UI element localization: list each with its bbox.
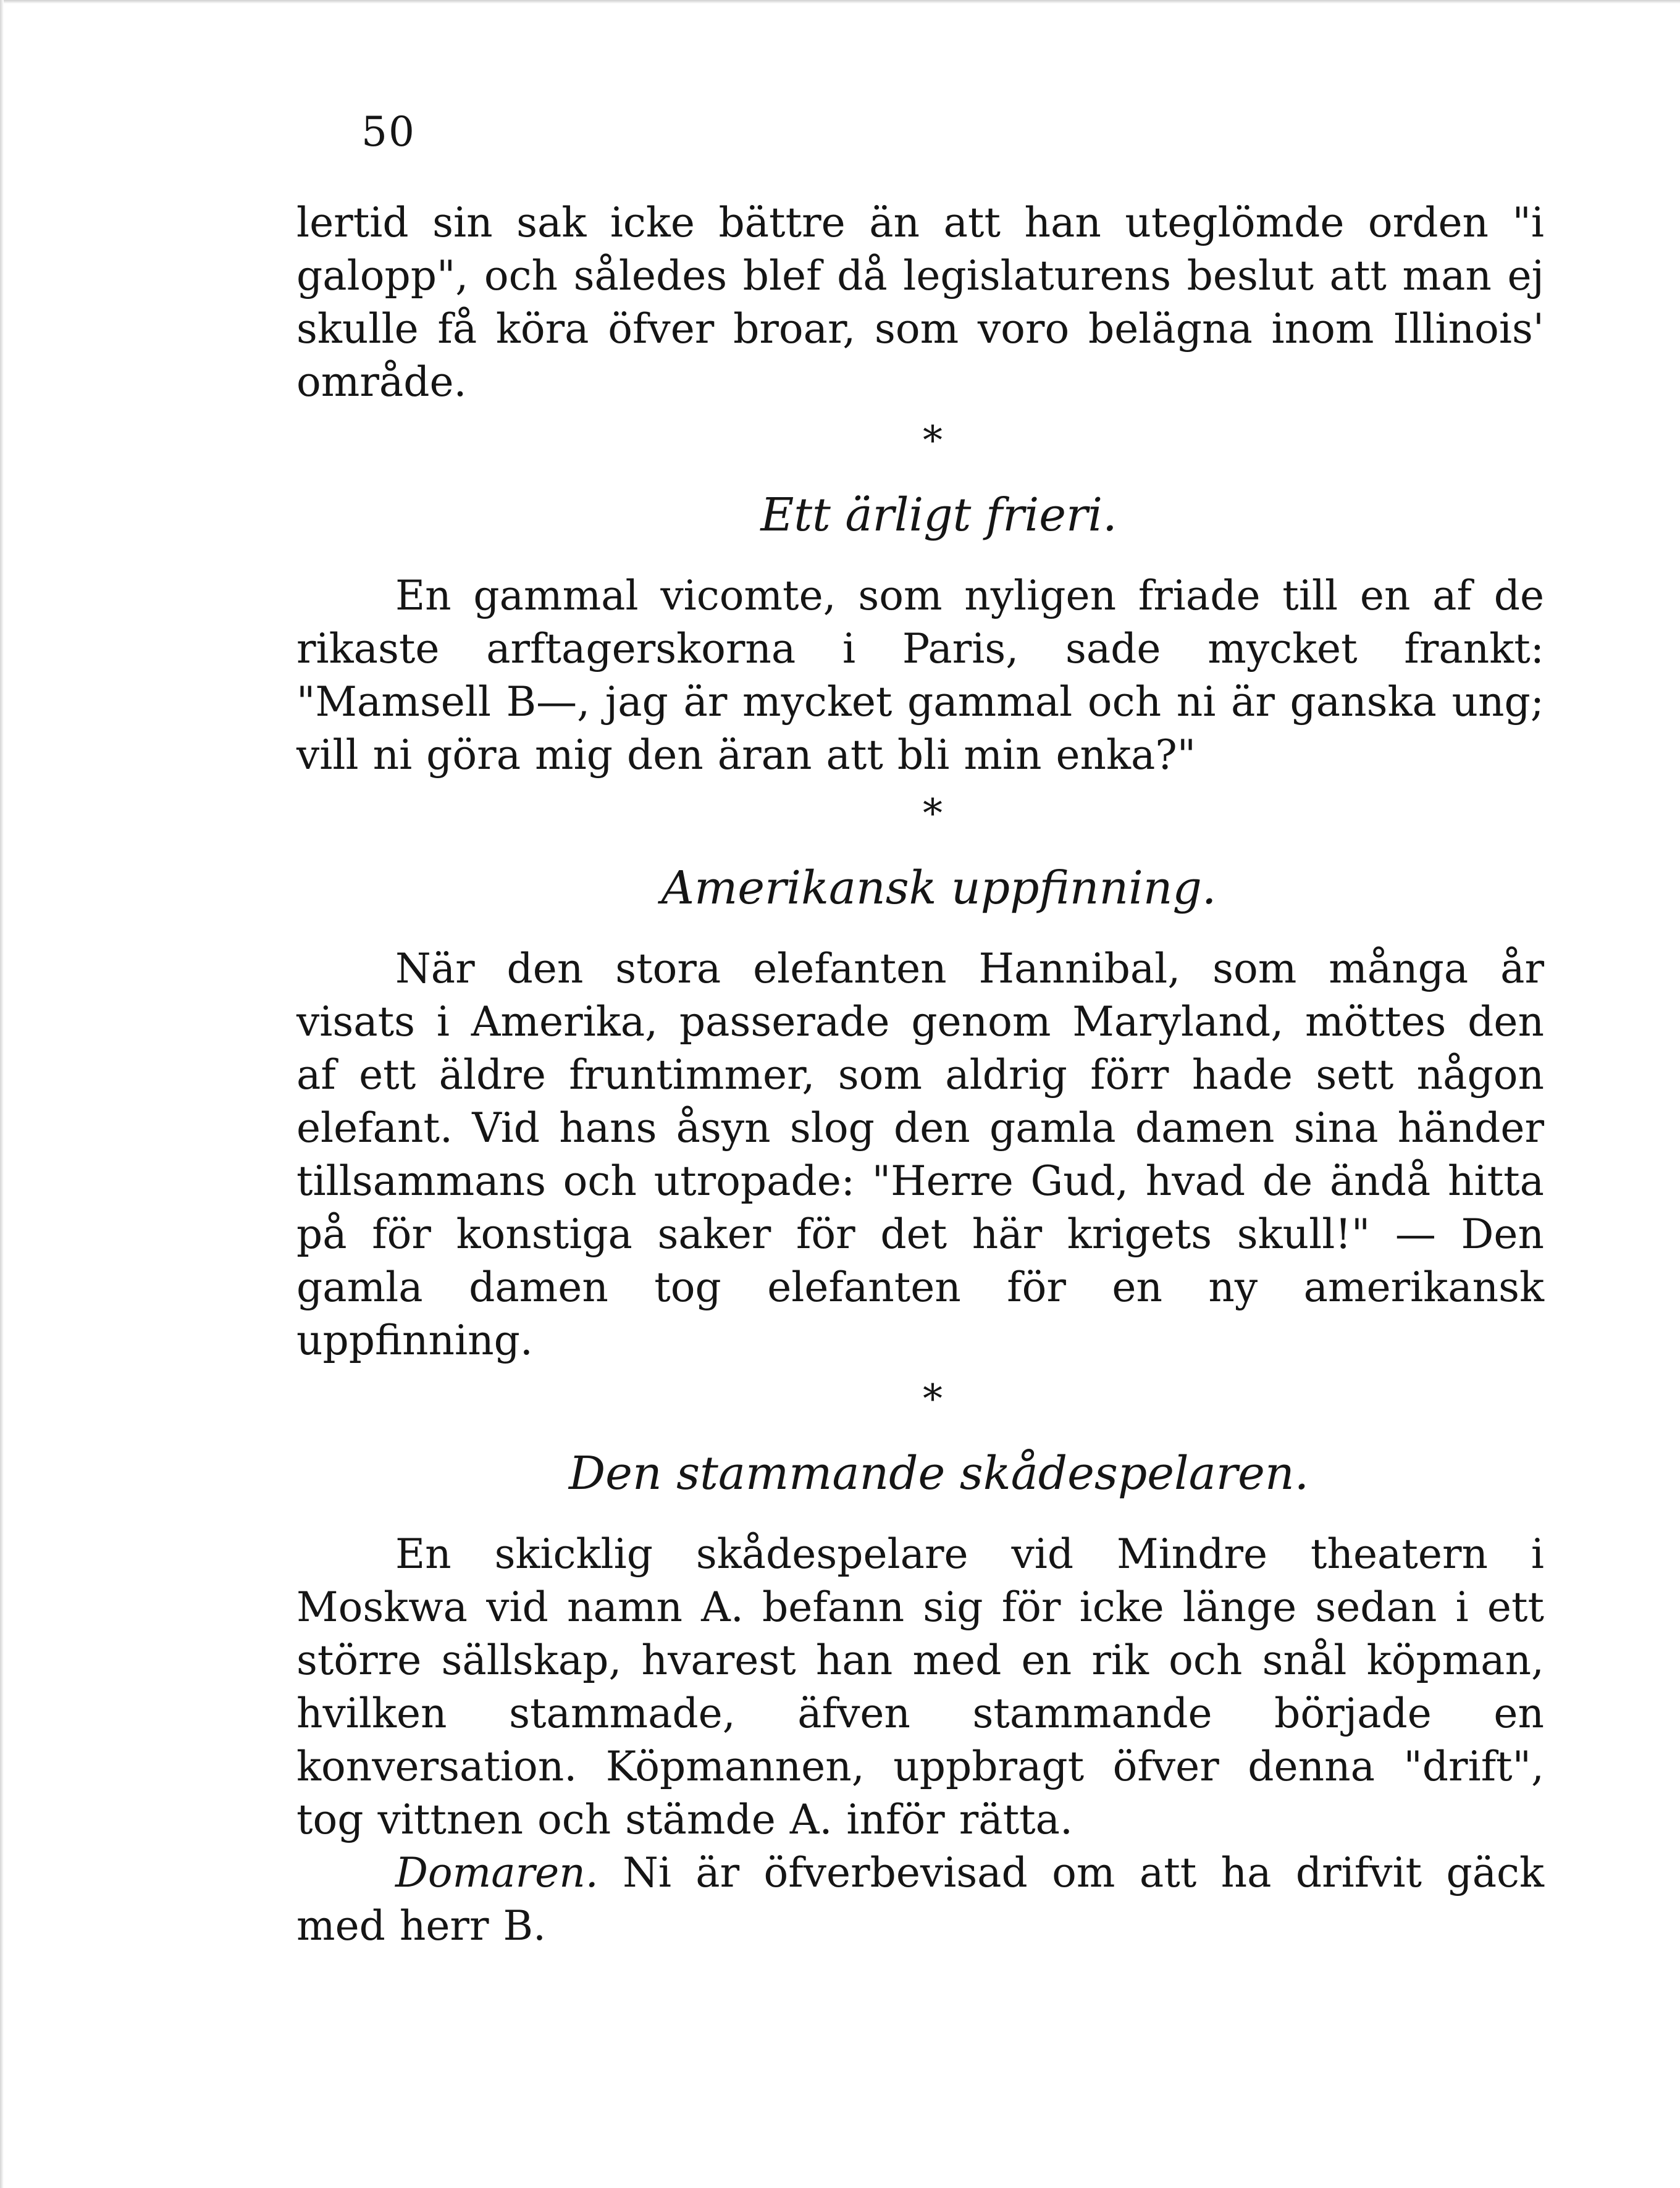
section-separator: * [923,418,943,464]
section-separator: * [923,1377,943,1422]
section-title-frieri: Ett ärligt frieri. [760,488,1117,542]
dialogue-speaker: Domaren. [395,1849,598,1897]
section-title-uppfinning: Amerikansk uppfinning. [661,861,1217,915]
intro-paragraph: lertid sin sak icke bättre än att han uteglömde orden "i galopp", och således blef då legislaturens beslut att man ej skulle få köra öfver broar, som voro belägna inom Illinois' område. [296,199,1544,406]
page-content [296,196,1544,1953]
dialogue-line [296,1846,1544,1953]
section-paragraph-frieri: En gammal vicomte, som nyligen friade till en af de rikaste arftagerskorna i Paris, sade mycket frankt: "Mamsell B—, jag är mycket gammal och ni är ganska ung; vill ni göra mig den äran att bli min enka?" [296,572,1544,779]
section-paragraph-skadespelaren: En skicklig skådespelare vid Mindre theatern i Moskwa vid namn A. befann sig för icke länge sedan i ett större sällskap, hvarest han med en rik och snål köpman, hvilken stammade, äfven stammande började en konversation. Köpmannen, uppbragt öfver denna "drift", tog vittnen och stämde A. inför rätta. [296,1530,1544,1843]
scan-edge-left [0,0,4,2188]
dialogue-text: Ni är öfverbevisad om att ha drifvit gäck med herr B. [296,1849,1544,1950]
page-number: 50 [361,108,416,156]
scan-edge-top [0,0,1680,4]
section-paragraph-uppfinning: När den stora elefanten Hannibal, som många år visats i Amerika, passerade genom Maryland, möttes den af ett äldre fruntimmer, som aldrig förr hade sett någon elefant. Vid hans åsyn slog den gamla damen sina händer tillsammans och utropade: "Herre Gud, hvad de ändå hitta på för konstiga saker för det här krigets skull!" — Den gamla damen tog elefanten för en ny amerikansk uppfinning. [296,945,1544,1364]
section-separator: * [923,791,943,837]
section-title-skadespelaren: Den stammande skådespelaren. [568,1447,1309,1500]
